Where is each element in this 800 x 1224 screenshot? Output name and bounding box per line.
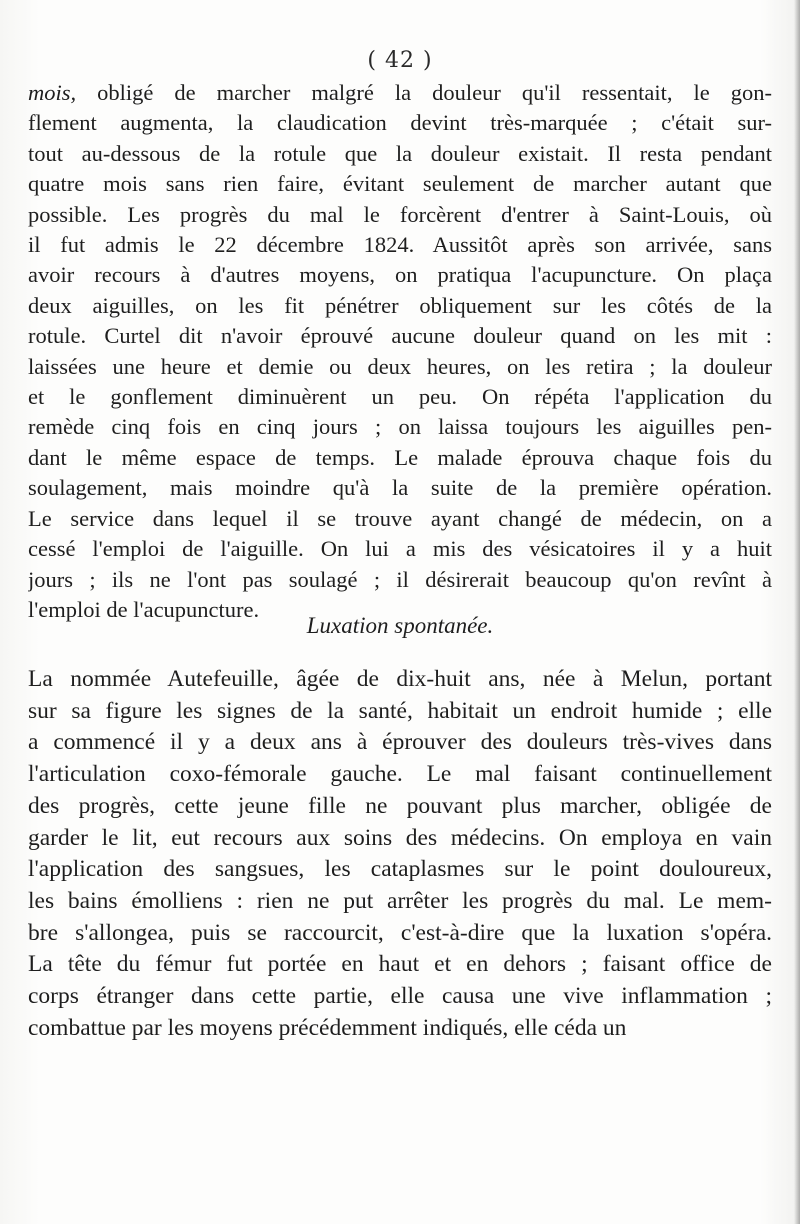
section-heading: Luxation spontanée. [306, 613, 494, 638]
paragraph-1-line: quatre mois sans rien faire, évitant seulement de marcher autant que [28, 171, 772, 197]
paragraph-1-line: l'emploi de l'acupuncture. [28, 596, 260, 622]
paragraph-2 [28, 664, 772, 1044]
paragraph-2-line: les bains émolliens : rien ne put arrêter les progrès du mal. Le mem- [28, 887, 772, 914]
paragraph-1 [28, 78, 772, 625]
paragraph-2-line: sur sa figure les signes de la santé, habitait un endroit humide ; elle [28, 697, 772, 724]
paragraph-2-line: La nommée Autefeuille, âgée de dix-huit ans, née à Melun, portant [28, 666, 772, 692]
paragraph-1-line: soulagement, mais moindre qu'à la suite de la première opération. [28, 475, 772, 501]
paragraph-1-line: laissées une heure et demie ou deux heures, on les retira ; la douleur [28, 353, 772, 379]
paragraph-1-line: tout au-dessous de la rotule que la douleur existait. Il resta pendant [28, 140, 772, 166]
page-number: ( 42 ) [367, 48, 433, 73]
paragraph-2-line: combattue par les moyens précédemment indiqués, elle céda un [28, 1014, 627, 1041]
paragraph-2-line: des progrès, cette jeune fille ne pouvant plus marcher, obligée de [28, 792, 772, 819]
paragraph-2-line: bre s'allongea, puis se raccourcit, c'est-à-dire que la luxation s'opéra. [28, 919, 772, 946]
paragraph-1-line: flement augmenta, la claudication devint très-marquée ; c'était sur- [28, 110, 772, 136]
paragraph-2-line: La tête du fémur fut portée en haut et en dehors ; faisant office de [28, 951, 772, 978]
paragraph-1-line: il fut admis le 22 décembre 1824. Aussitôt après son arrivée, sans [28, 232, 772, 258]
paragraph-1-line: Le service dans lequel il se trouve ayant changé de médecin, on a [28, 505, 772, 531]
paragraph-1-line: rotule. Curtel dit n'avoir éprouvé aucune douleur quand on les mit : [28, 323, 772, 349]
paragraph-2-line: a commencé il y a deux ans à éprouver des douleurs très-vives dans [28, 729, 772, 756]
paragraph-1-line: avoir recours à d'autres moyens, on pratiqua l'acupuncture. On plaça [28, 262, 772, 288]
italic-word: mois, [28, 80, 77, 105]
paragraph-1-line: remède cinq fois en cinq jours ; on laissa toujours les aiguilles pen- [28, 414, 772, 440]
paragraph-2-line: garder le lit, eut recours aux soins des médecins. On employa en vain [28, 824, 772, 851]
paragraph-1-line: cessé l'emploi de l'aiguille. On lui a mis des vésicatoires il y a huit [28, 536, 772, 562]
paragraph-1-line: et le gonflement diminuèrent un peu. On répéta l'application du [28, 384, 772, 410]
page-edge-shadow [794, 0, 800, 1224]
paragraph-1-line: mois, obligé de marcher malgré la douleur qu'il ressentait, le gon- [28, 80, 772, 105]
paragraph-2-line: corps étranger dans cette partie, elle causa une vive inflammation ; [28, 983, 772, 1010]
paragraph-1-line: possible. Les progrès du mal le forcèrent d'entrer à Saint-Louis, où [28, 201, 772, 227]
paragraph-2-line: l'application des sangsues, les cataplasmes sur le point douloureux, [28, 856, 772, 883]
paragraph-1-line: jours ; ils ne l'ont pas soulagé ; il désirerait beaucoup qu'on revînt à [28, 566, 772, 592]
paragraph-1-line: deux aiguilles, on les fit pénétrer obliquement sur les côtés de la [28, 292, 772, 318]
paragraph-2-line: l'articulation coxo-fémorale gauche. Le mal faisant continuellement [28, 761, 772, 788]
paragraph-1-line: dant le même espace de temps. Le malade éprouva chaque fois du [28, 444, 772, 470]
